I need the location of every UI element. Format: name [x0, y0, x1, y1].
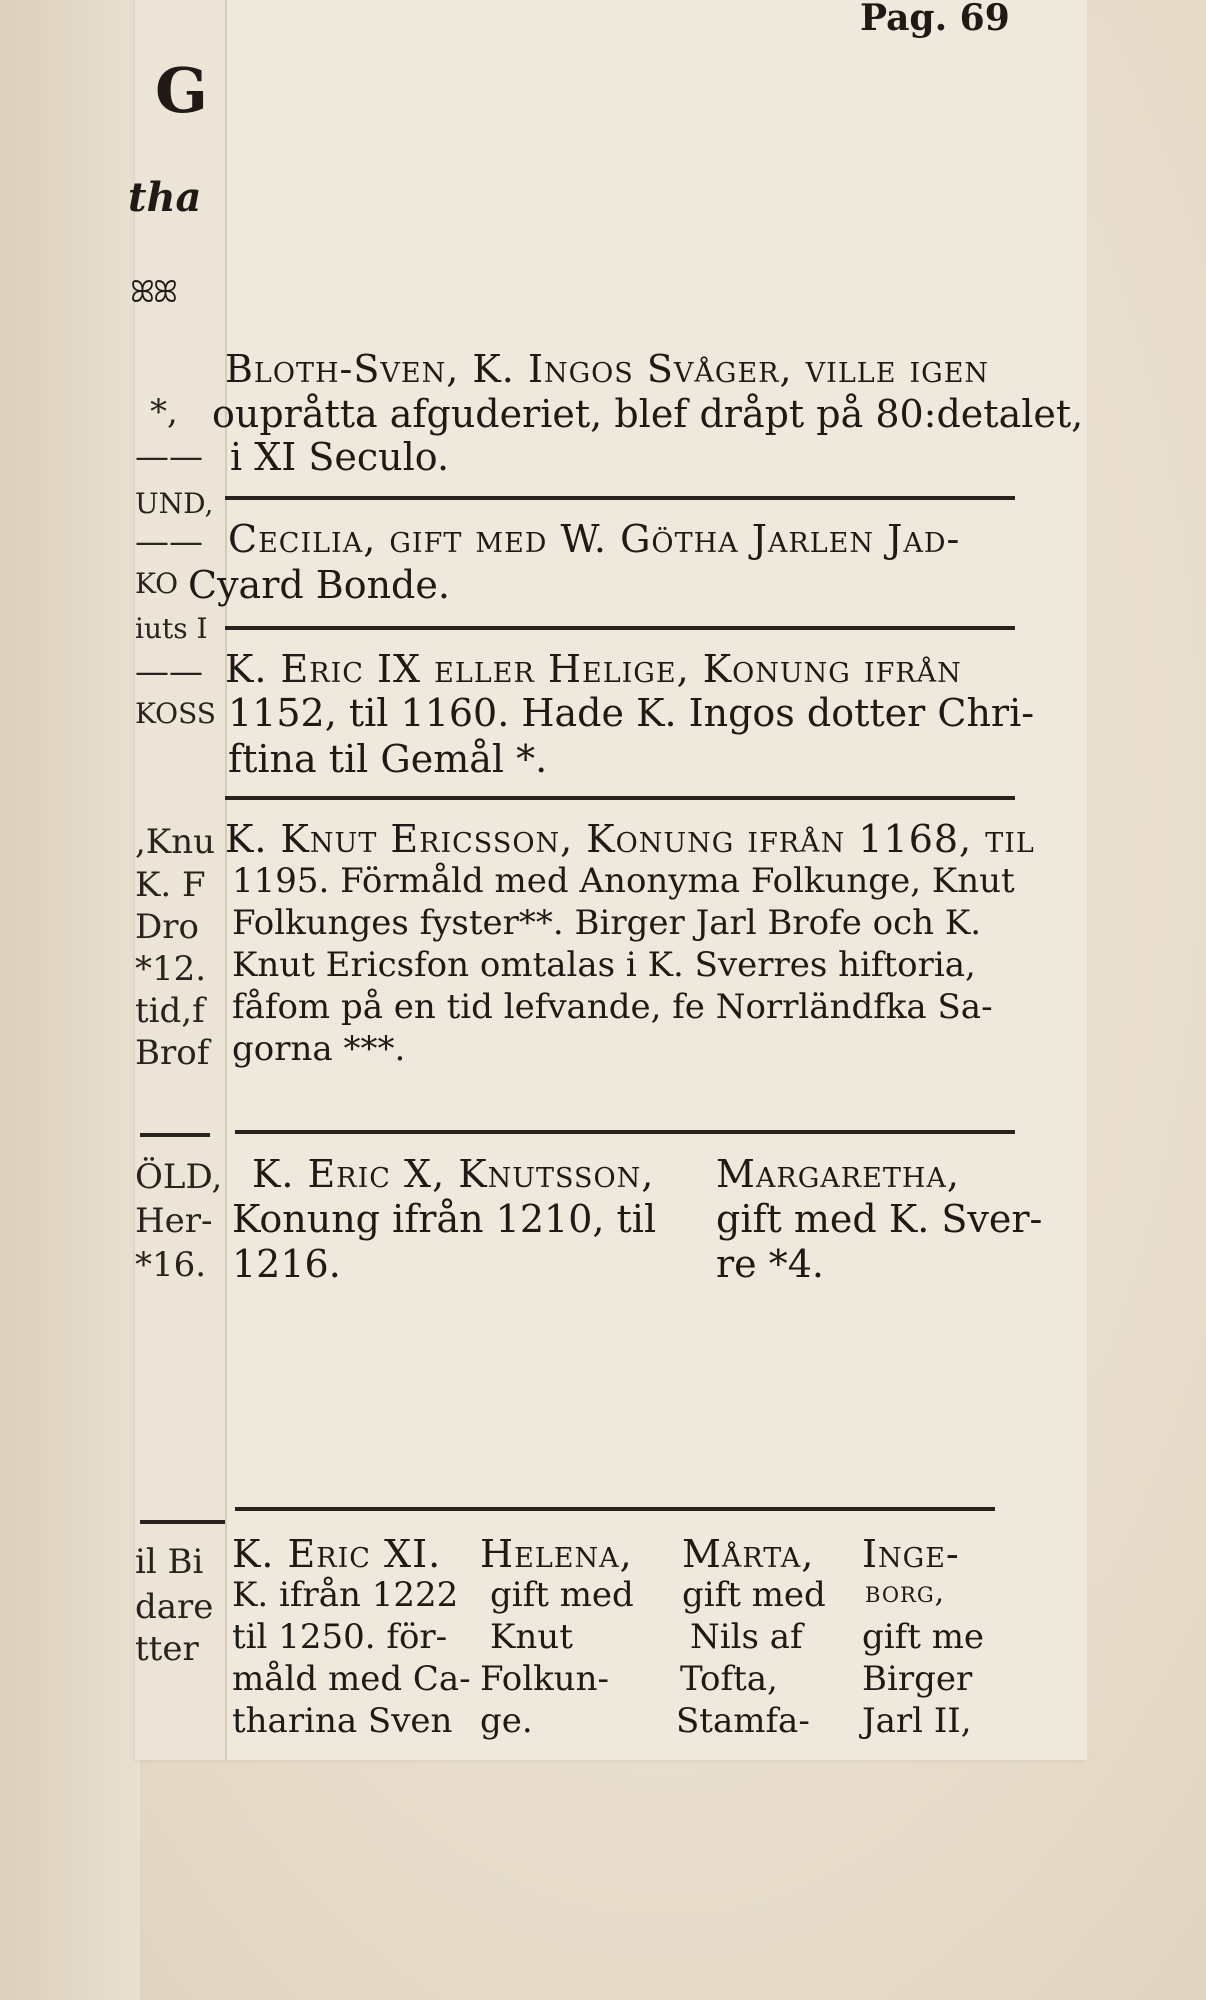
row2-col3-line-3: Nils af	[690, 1617, 803, 1657]
entry-4-line-4: Knut Ericsfon omtalas i K. Sverres hiftoria,	[232, 945, 976, 985]
margin-dro: Dro	[135, 907, 199, 947]
margin-dash-2: ——	[135, 522, 203, 562]
row2-col1-line-5: tharina Sven	[232, 1701, 453, 1741]
row2-col4-line-2: borg,	[865, 1575, 946, 1610]
row2-col1-line-2: K. ifrån 1222	[232, 1575, 459, 1615]
row2-col2-line-2: gift med	[490, 1575, 634, 1615]
row2-col2-line-5: ge.	[480, 1701, 533, 1741]
divider-rule-3	[225, 796, 1015, 800]
margin-knu: ,Knu	[135, 822, 216, 862]
row1-col1-line-1: K. Eric X, Knutsson,	[252, 1152, 655, 1196]
margin-ilbi: il Bi	[135, 1542, 204, 1582]
entry-1-line-3: i XI Seculo.	[230, 435, 450, 479]
margin-her: Her-	[135, 1201, 213, 1241]
entry-4-line-2: 1195. Förmåld med Anonyma Folkunge, Knut	[232, 861, 1015, 901]
margin-old: ÖLD,	[135, 1157, 223, 1197]
left-margin-strip	[0, 0, 140, 2000]
margin-big-letter: G	[155, 54, 208, 127]
margin-tha: tha	[128, 174, 202, 221]
entry-3-line-3: ftina til Gemål *.	[228, 737, 548, 781]
entry-3-line-2: 1152, til 1160. Hade K. Ingos dotter Chri-	[228, 691, 1035, 735]
margin-tter: tter	[135, 1629, 199, 1669]
row2-col1-line-4: måld med Ca-	[232, 1659, 471, 1699]
row1-col2-line-2: gift med K. Sver-	[716, 1197, 1043, 1241]
page-number: Pag. 69	[860, 0, 1010, 39]
margin-star12: *12.	[135, 949, 207, 989]
entry-4-line-1: K. Knut Ericsson, Konung ifrån 1168, til	[225, 817, 1035, 861]
row2-col1-line-1: K. Eric XI.	[232, 1532, 442, 1576]
margin-kf: K. F	[135, 865, 206, 905]
row2-col4-line-5: Jarl II,	[862, 1701, 972, 1741]
margin-star16: *16.	[135, 1245, 207, 1285]
margin-dash-3: ——	[135, 652, 203, 692]
margin-star: *,	[150, 392, 178, 432]
row2-col2-line-3: Knut	[490, 1617, 573, 1657]
row2-col3-line-1: Mårta,	[682, 1532, 815, 1576]
entry-2-line-2: Cyard Bonde.	[188, 563, 450, 607]
divider-rule-1	[225, 496, 1015, 500]
row1-col2-line-3: re *4.	[716, 1242, 824, 1286]
row1-col2-line-1: Margaretha,	[716, 1152, 960, 1196]
divider-rule-4a	[140, 1133, 210, 1137]
ornament-icon: ꕤꕤ	[130, 275, 176, 310]
margin-und: UND,	[135, 487, 214, 520]
row2-col1-line-3: til 1250. för-	[232, 1617, 448, 1657]
row2-col3-line-5: Stamfa-	[676, 1701, 810, 1741]
entry-1-line-2: oupråtta afguderiet, blef dråpt på 80:detalet,	[212, 392, 1084, 436]
margin-dare: dare	[135, 1587, 214, 1627]
entry-4-line-5: fåfom på en tid lefvande, fe Norrländfka Sa-	[232, 987, 993, 1027]
margin-dash-1: ——	[135, 437, 203, 477]
margin-iuts: iuts I	[135, 612, 208, 645]
margin-ko: KO	[135, 567, 179, 600]
row2-col4-line-3: gift me	[862, 1617, 985, 1657]
entry-4-line-3: Folkunges fyster**. Birger Jarl Brofe och K.	[232, 903, 982, 943]
row2-col4-line-4: Birger	[862, 1659, 973, 1699]
divider-rule-5	[235, 1507, 995, 1511]
row2-col4-line-1: Inge-	[862, 1532, 960, 1576]
row1-col1-line-2: Konung ifrån 1210, til	[232, 1197, 657, 1241]
row2-col2-line-4: Folkun-	[480, 1659, 609, 1699]
margin-tid: tid,f	[135, 991, 205, 1031]
entry-4-line-6: gorna ***.	[232, 1029, 406, 1069]
divider-rule-4	[235, 1130, 1015, 1134]
row2-col2-line-1: Helena,	[480, 1532, 633, 1576]
divider-rule-5a	[140, 1520, 225, 1524]
margin-brof: Brof	[135, 1033, 210, 1073]
entry-1-line-1: Bloth-Sven, K. Ingos Svåger, ville igen	[225, 347, 990, 391]
row1-col1-line-3: 1216.	[232, 1242, 341, 1286]
row2-col3-line-2: gift med	[682, 1575, 826, 1615]
entry-2-line-1: Cecilia, gift med W. Götha Jarlen Jad-	[228, 517, 961, 561]
divider-rule-2	[225, 626, 1015, 630]
margin-koss: KOSS	[135, 697, 216, 730]
entry-3-line-1: K. Eric IX eller Helige, Konung ifrån	[225, 647, 962, 691]
row2-col3-line-4: Tofta,	[680, 1659, 778, 1699]
